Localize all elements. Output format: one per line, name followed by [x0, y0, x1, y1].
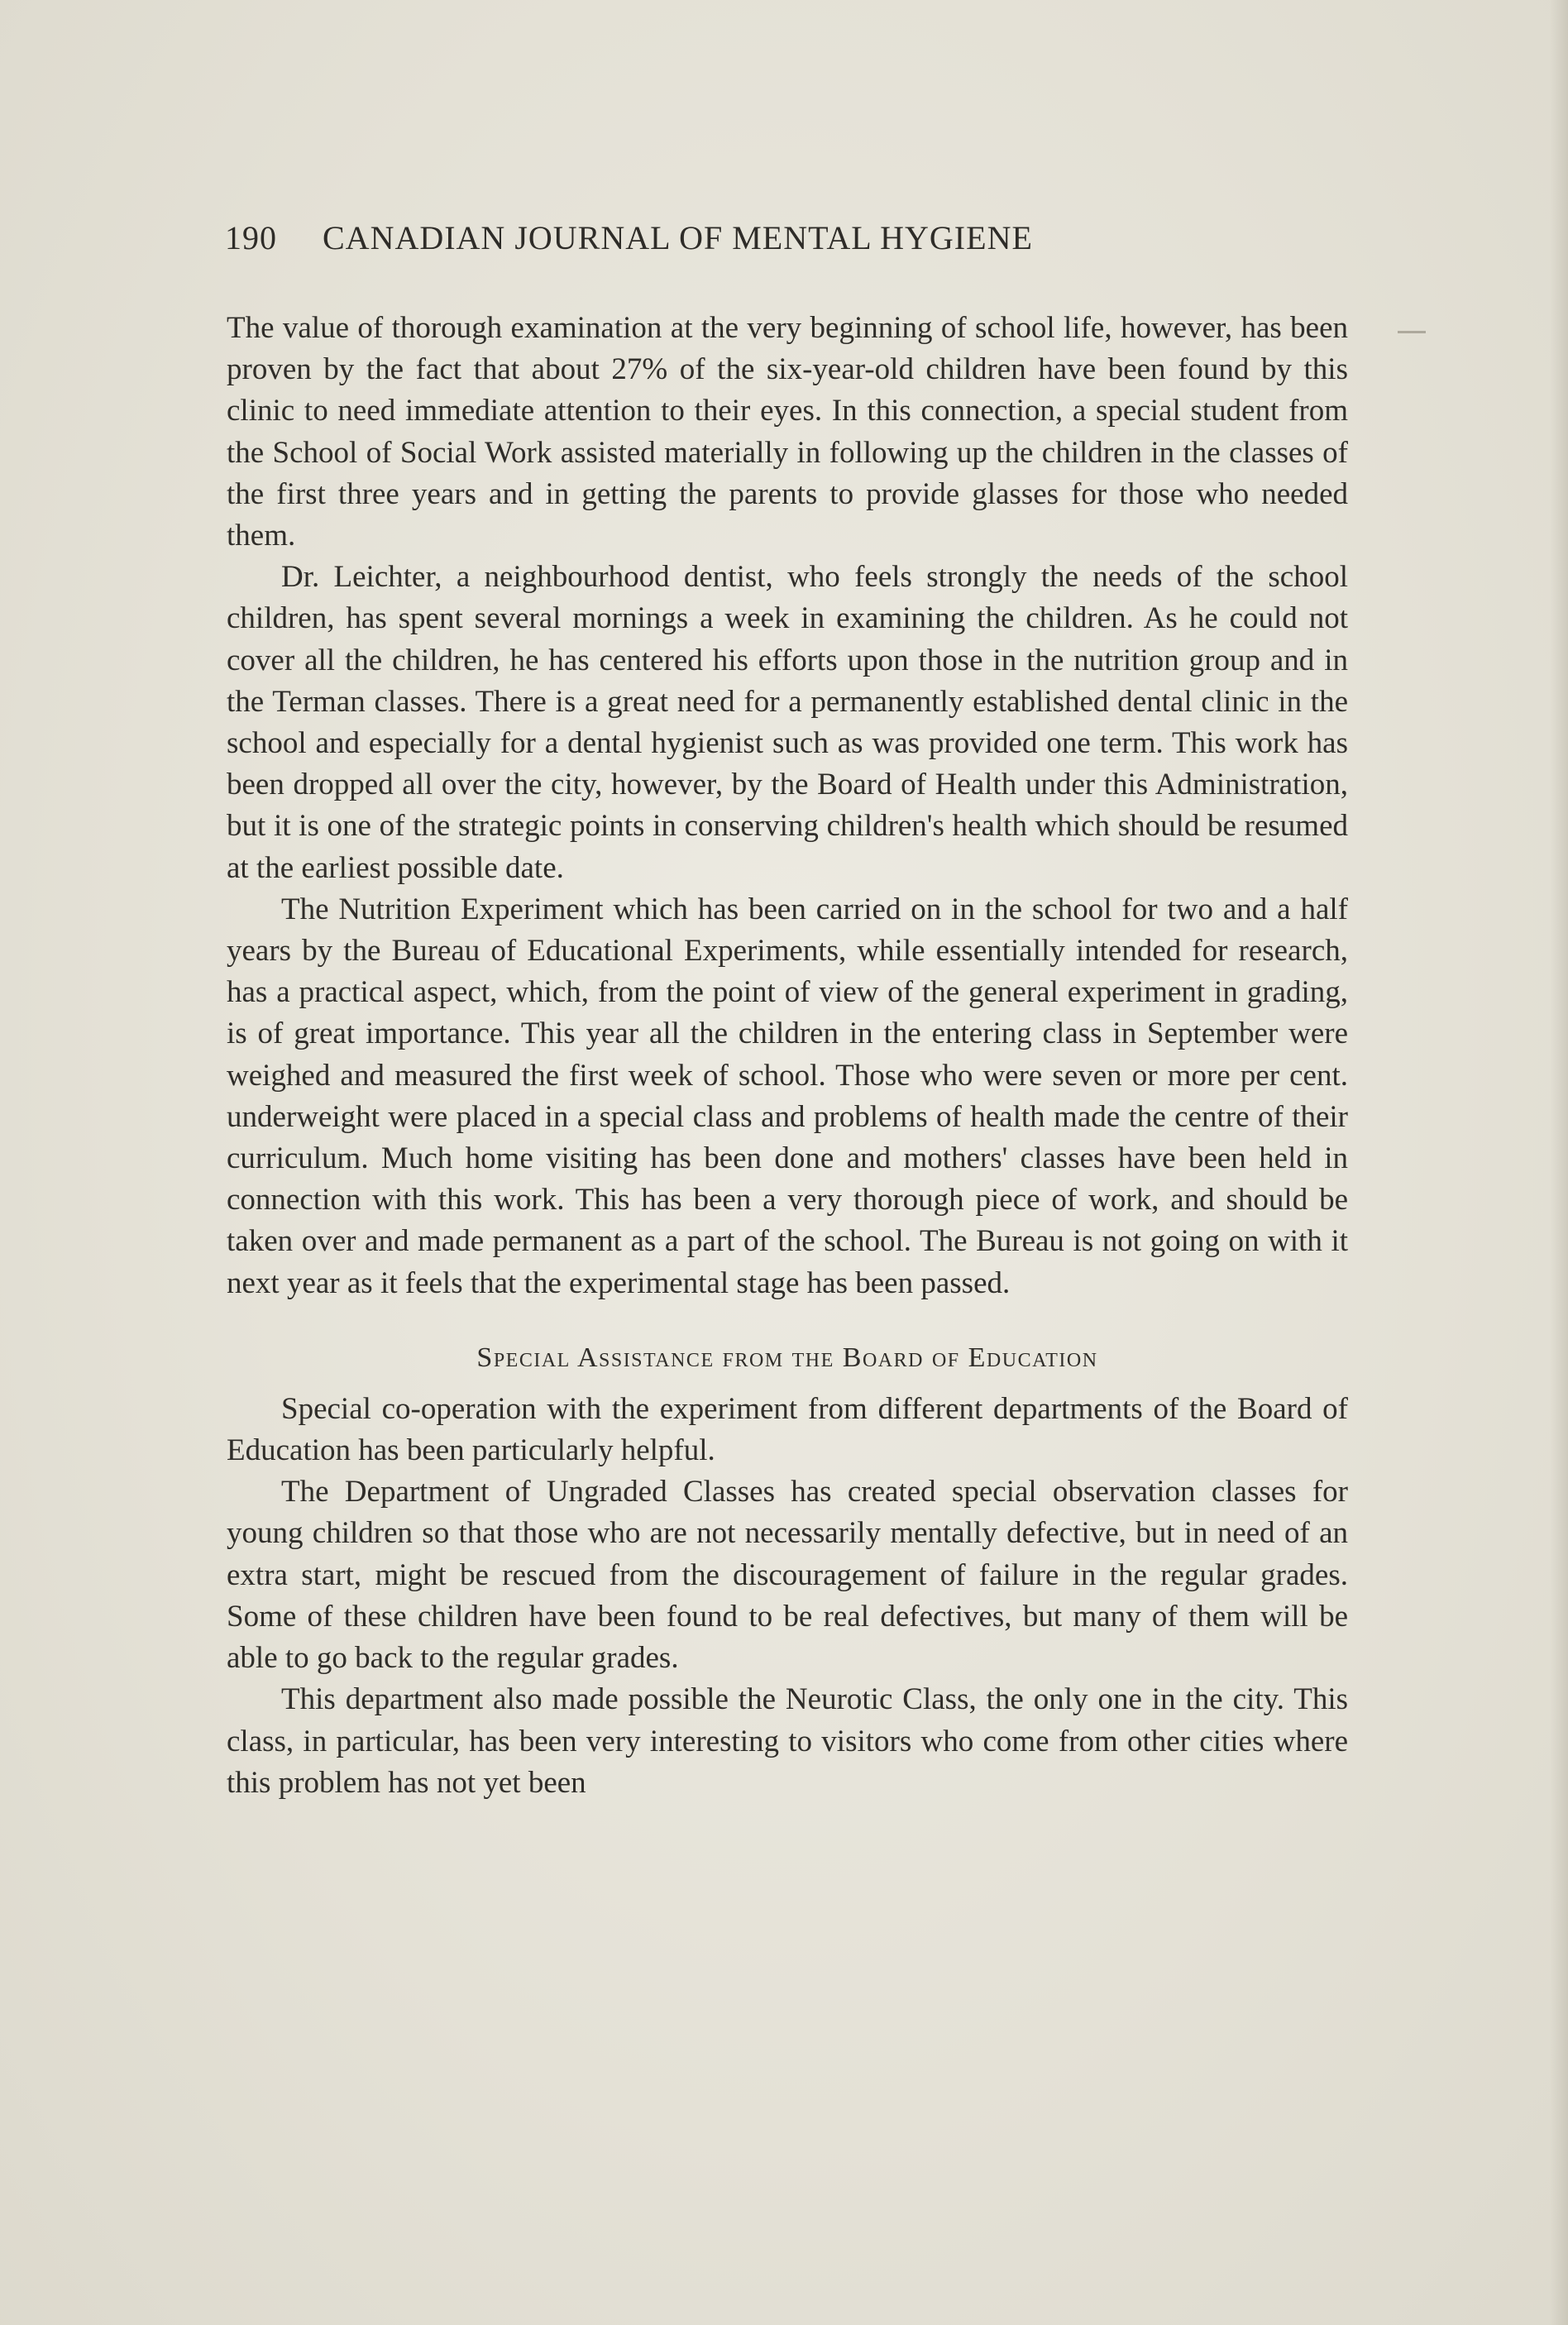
body-text	[227, 308, 1348, 1804]
journal-title: CANADIAN JOURNAL OF MENTAL HYGIENE	[323, 219, 1033, 256]
paragraph: The Department of Ungraded Classes has created special observation classes for young children so that those who are not necessarily mentally defective, but in need of an extra start, might be rescued from the discouragement of failure in the regular grades. Some of these children have been found to be real defectives, but many of them will be able to go back to the regular grades.	[227, 1475, 1348, 1676]
paragraph: Dr. Leichter, a neighbourhood dentist, who feels strongly the needs of the school children, has spent several mornings a week in examining the children. As he could not cover all the children, he has centered his efforts upon those in the nutrition group and in the Terman classes. There is a great need for a permanently established dental clinic in the school and especially for a dental hygienist such as was provided one term. This work has been dropped all over the city, however, by the Board of Health under this Administration, but it is one of the strategic points in conserving children's health which should be resumed at the earliest possible date.	[227, 560, 1348, 885]
margin-mark	[1398, 331, 1426, 333]
paragraph: Special co-operation with the experiment from different departments of the Board of Education has been particularly helpful.	[227, 1391, 1348, 1468]
paragraph: This department also made possible the Neurotic Class, the only one in the city. This class, in particular, has been very interesting to visitors who come from other cities where this problem has not yet been	[227, 1682, 1348, 1800]
running-head	[225, 218, 1217, 257]
page-number: 190	[225, 219, 277, 256]
section-heading: Special Assistance from the Board of Education	[476, 1342, 1098, 1373]
page-edge-shadow	[1550, 0, 1568, 2325]
paragraph: The value of thorough examination at the very beginning of school life, however, has been proven by the fact that about 27% of the six-year-old children have been found by this clinic to need immediate attention to their eyes. In this connection, a special student from the School of Social Work assisted materially in following up the children in the classes of the first three years and in getting the parents to provide glasses for those who needed them.	[227, 311, 1348, 553]
paragraph: The Nutrition Experiment which has been carried on in the school for two and a half years by the Bureau of Educational Experiments, while essentially intended for research, has a practical aspect, which, from the point of view of the general experiment in grading, is of great importance. This year all the children in the entering class in September were weighed and measured the first week of school. Those who were seven or more per cent. underweight were placed in a special class and problems of health made the centre of their curriculum. Much home visiting has been done and mothers' classes have been held in connection with this work. This has been a very thorough piece of work, and should be taken over and made permanent as a part of the school. The Bureau is not going on with it next year as it feels that the experimental stage has been passed.	[227, 892, 1348, 1300]
